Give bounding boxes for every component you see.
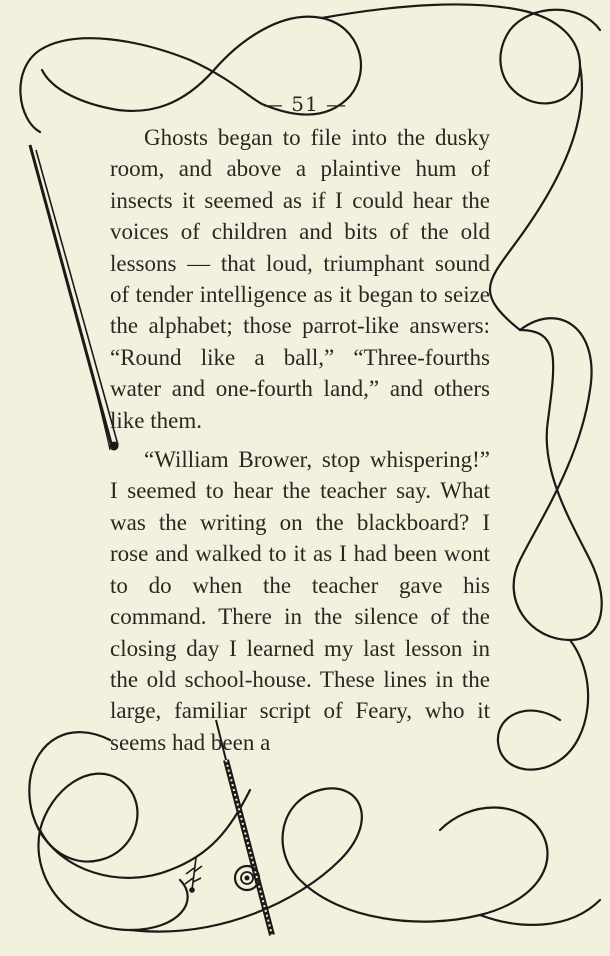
top-right-swirl xyxy=(322,4,600,103)
body-text xyxy=(110,122,490,766)
bottom-left-tail xyxy=(40,790,250,878)
paragraph-william-brower: “William Brower, stop whispering!” I seemed to hear the teacher say. What was the writing on the blackboard? I rose and walked to it as I had been wont to do when the teacher gave his command. There in the silence of the closing day I learned my last lesson in the old school-house. These lines in the large, familiar script of Feary, who it seems had been a xyxy=(110,447,490,755)
bottom-right-tail xyxy=(480,900,600,925)
right-lower-curve xyxy=(498,640,588,770)
page-number: — 51 — xyxy=(262,92,348,116)
right-figure-eight xyxy=(514,318,602,640)
fishing-rod-left-icon xyxy=(30,145,118,450)
paragraph-ghosts: Ghosts began to file into the dusky room, and above a plaintive hum of insects it seemed as if I could hear the voices of children and bits of the old lessons — that loud, triumphant sound of tender intelligence as it began to seize the alphabet; those parrot-like answers: “Round like a ball,” “Three-fourths water and one-fourth land,” and others like them. xyxy=(110,125,490,433)
